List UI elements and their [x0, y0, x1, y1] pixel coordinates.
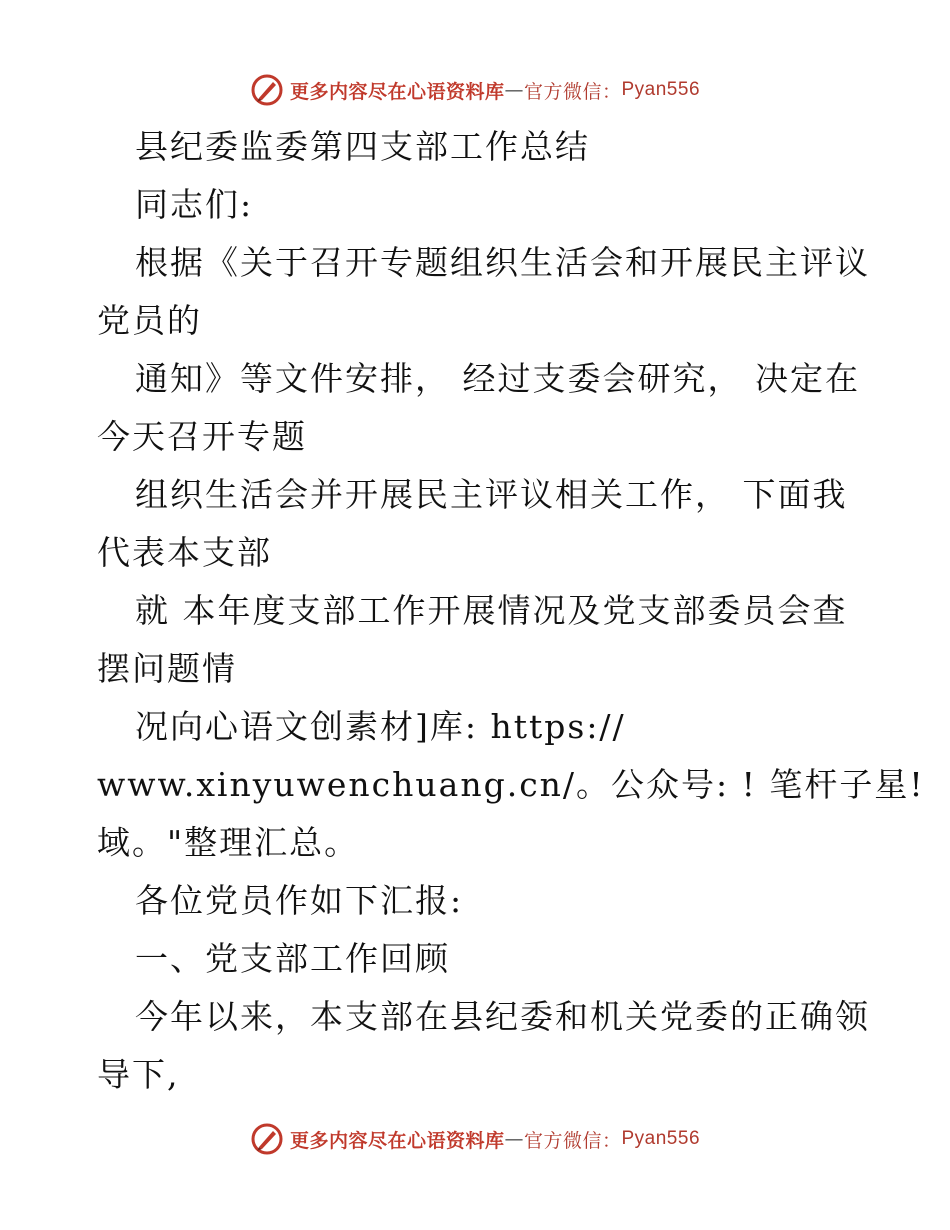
paragraph-line: 域。"整理汇总。 [97, 823, 360, 862]
header-watermark-banner [0, 70, 950, 110]
paragraph-line: 导下, [97, 1055, 180, 1094]
banner-separator: — [504, 79, 524, 101]
paragraph-line: 党员的 [97, 301, 202, 340]
paragraph-line: 根据《关于召开专题组织生活会和开展民主评议 [135, 243, 870, 282]
paragraph-line: 通知》等文件安排， 经过支委会研究， 决定在 [135, 359, 860, 398]
banner-wechat-label: 官方微信： [523, 1129, 622, 1152]
salutation: 同志们: [135, 185, 254, 224]
paragraph-line: 组织生活会并开展民主评议相关工作， 下面我 [135, 475, 848, 514]
banner-separator: — [504, 1128, 524, 1150]
pen-circle-logo-icon [250, 73, 284, 107]
pen-circle-logo-icon [250, 1122, 284, 1156]
document-title: 县纪委监委第四支部工作总结 [135, 127, 590, 166]
paragraph-line: 就 本年度支部工作开展情况及党支部委员会查 [135, 591, 848, 630]
banner-main-text: 更多内容尽在心语资料库 [289, 1129, 505, 1152]
paragraph-line: 今天召开专题 [97, 417, 307, 456]
banner-wechat-id: Pyan556 [621, 1128, 701, 1149]
banner-wechat-label: 官方微信： [523, 80, 622, 103]
paragraph-line: 况向心语文创素材]库: https:// [135, 707, 626, 746]
banner-main-text: 更多内容尽在心语资料库 [289, 80, 505, 103]
section-heading: 一、党支部工作回顾 [135, 939, 450, 978]
paragraph-line: 今年以来，本支部在县纪委和机关党委的正确领 [135, 997, 870, 1036]
paragraph-line: 代表本支部 [97, 533, 272, 572]
paragraph-line: www.xinyuwenchuang.cn/。公众号: ! 笔杆子星! [97, 765, 925, 804]
paragraph-line: 摆问题情 [97, 649, 237, 688]
footer-watermark-banner [0, 1119, 950, 1159]
banner-wechat-id: Pyan556 [621, 79, 701, 100]
paragraph-line: 各位党员作如下汇报: [135, 881, 464, 920]
